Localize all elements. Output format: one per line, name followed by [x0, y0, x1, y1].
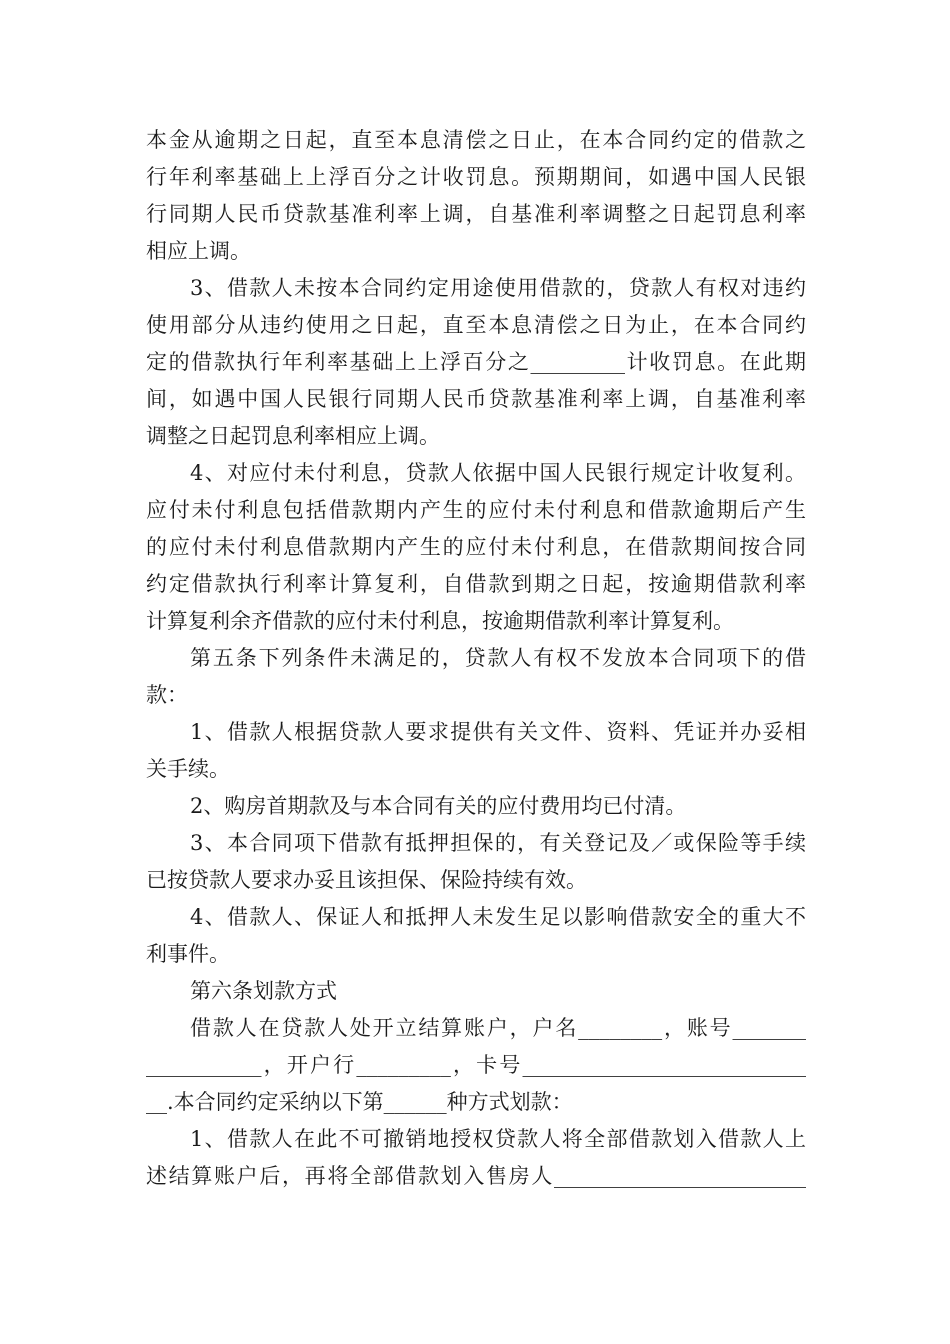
- text-line: 3、本合同项下借款有抵押担保的，有关登记及／或保险等手续: [190, 831, 806, 855]
- text-line: 关手续。: [146, 757, 230, 781]
- section-heading: 第六条划款方式: [190, 979, 337, 1003]
- text-line: 款：: [146, 683, 188, 707]
- text-line: 行同期人民币贷款基准利率上调，自基准利率调整之日起罚息利率: [146, 202, 806, 226]
- text-line: 3、借款人未按本合同约定用途使用借款的，贷款人有权对违约: [190, 276, 806, 300]
- text-line: 本金从逾期之日起，直至本息清偿之日止，在本合同约定的借款之: [146, 128, 806, 152]
- text-line: 已按贷款人要求办妥且该担保、保险持续有效。: [146, 868, 587, 892]
- text-line: 间，如遇中国人民银行同期人民币贷款基准利率上调，自基准利率: [146, 387, 806, 411]
- text-line: 4、对应付未付利息，贷款人依据中国人民银行规定计收复利。: [190, 461, 806, 485]
- text-line: 约定借款执行利率计算复利，自借款到期之日起，按逾期借款利率: [146, 572, 806, 596]
- text-line: __.本合同约定采纳以下第______种方式划款：: [146, 1090, 573, 1114]
- text-line: 4、借款人、保证人和抵押人未发生足以影响借款安全的重大不: [190, 905, 806, 929]
- text-line: 应付未付利息包括借款期内产生的应付未付利息和借款逾期后产生: [146, 498, 806, 522]
- text-line: 的应付未付利息借款期内产生的应付未付利息，在借款期间按合同: [146, 535, 806, 559]
- text-line: 计算复利余齐借款的应付未付利息，按逾期借款利率计算复利。: [146, 609, 734, 633]
- text-line: 述结算账户后，再将全部借款划入售房人________________________: [146, 1164, 806, 1188]
- text-line: 使用部分从违约使用之日起，直至本息清偿之日为止，在本合同约: [146, 313, 806, 337]
- text-line: 利事件。: [146, 942, 230, 966]
- text-line: 相应上调。: [146, 239, 251, 263]
- text-line: 调整之日起罚息利率相应上调。: [146, 424, 440, 448]
- text-line: 借款人在贷款人处开立结算账户，户名________，账号_______: [190, 1016, 806, 1040]
- text-line: 定的借款执行年利率基础上上浮百分之_________计收罚息。在此期: [146, 350, 806, 374]
- text-line: 第五条下列条件未满足的，贷款人有权不发放本合同项下的借: [190, 646, 806, 670]
- text-line: 1、借款人在此不可撤销地授权贷款人将全部借款划入借款人上: [190, 1127, 806, 1151]
- text-line: 1、借款人根据贷款人要求提供有关文件、资料、凭证并办妥相: [190, 720, 806, 744]
- text-line: 2、购房首期款及与本合同有关的应付费用均已付清。: [190, 794, 687, 818]
- text-line: 行年利率基础上上浮百分之计收罚息。预期期间，如遇中国人民银: [146, 165, 806, 189]
- text-line: ___________，开户行_________，卡号___________________________: [146, 1053, 806, 1077]
